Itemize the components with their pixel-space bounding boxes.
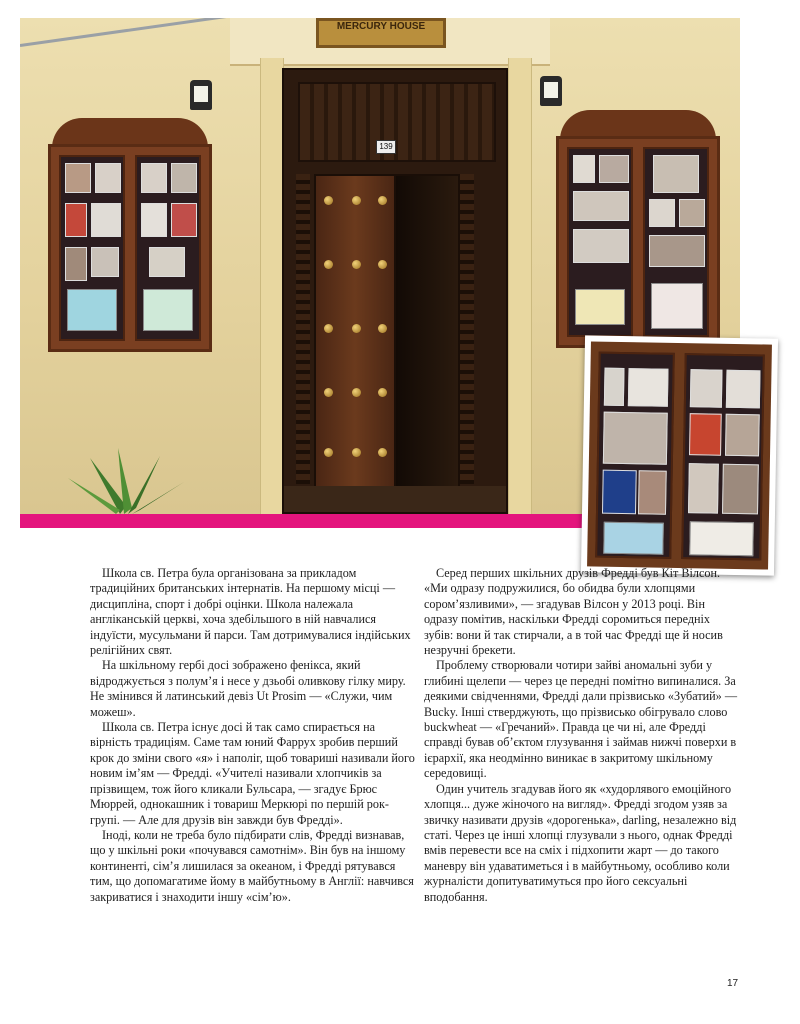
paragraph: Школа св. Петра була організована за прикладом традиційних британських інтернатів. На першому місці — дисципліна, спорт і добрі оцінки. Школа належала англіканській церкві, хоча здебільшого в ній навчалися індуїсти, мусульмани й парси. Там дотримувалися індійських релігійних свят. — [90, 566, 411, 658]
right-pillar — [508, 58, 532, 514]
plant-icon — [60, 448, 190, 514]
info-note — [603, 522, 664, 555]
photo-thumbnail — [689, 413, 722, 456]
photo-thumbnail — [91, 247, 119, 277]
house-sign: MERCURY HOUSE — [316, 18, 446, 48]
photo-thumbnail — [171, 163, 197, 193]
info-note — [67, 289, 117, 331]
info-note — [575, 289, 625, 325]
door-stud-icon — [378, 260, 387, 269]
photo-thumbnail — [679, 199, 705, 227]
inset-photo — [581, 335, 778, 575]
photo-thumbnail — [65, 203, 87, 237]
door-stud-icon — [324, 448, 333, 457]
door-leaf-right-open — [394, 174, 460, 488]
door-stud-icon — [378, 388, 387, 397]
photo-thumbnail — [628, 368, 669, 407]
info-note — [143, 289, 193, 331]
door-stud-icon — [324, 196, 333, 205]
photo-thumbnail — [171, 203, 197, 237]
accent-bar — [20, 514, 582, 528]
cabinet-pane — [59, 155, 125, 341]
photo-thumbnail — [141, 163, 167, 193]
photo-thumbnail — [95, 163, 121, 193]
door-stud-icon — [324, 324, 333, 333]
door-stud-icon — [352, 448, 361, 457]
carved-door — [282, 68, 508, 514]
photo-thumbnail — [638, 470, 667, 514]
cabinet-pane — [681, 353, 765, 560]
house-number: 139 — [376, 140, 396, 154]
door-stud-icon — [378, 324, 387, 333]
photo-thumbnail — [65, 163, 91, 193]
door-leaf-left — [314, 174, 396, 488]
cabinet-pane — [595, 352, 675, 559]
photo-thumbnail — [603, 412, 668, 465]
photo-thumbnail — [725, 414, 760, 457]
paragraph: На шкільному гербі досі зображено фенікса, який відроджується з полум’я і несе у дзьобі оливкову гілку миру. Не змінився й латинський девіз Ut Prosim — «Служи, чим можеш». — [90, 658, 406, 719]
door-stud-icon — [324, 388, 333, 397]
photo-thumbnail — [604, 368, 625, 406]
photo-thumbnail — [722, 464, 759, 515]
door-stud-icon — [324, 260, 333, 269]
cabinet-pane — [643, 147, 709, 337]
photo-thumbnail — [688, 463, 719, 514]
photo-thumbnail — [149, 247, 185, 277]
photo-thumbnail — [573, 191, 629, 221]
paragraph: Серед перших шкільних друзів Фредді був Кіт Вілсон. «Ми одразу подружилися, бо обидва були хлопцями сором’язливими», — згадував Вілсон у 2013 році. Він одразу помітив, наскільки Фредді соромиться передніх зубів: вони й так стирчали, а в той час Фредді ще й носив незручні брекети. — [424, 566, 723, 658]
wall-lamp-icon — [190, 80, 212, 110]
door-stud-icon — [352, 196, 361, 205]
door-stud-icon — [352, 260, 361, 269]
page-number: 17 — [727, 978, 739, 989]
photo-thumbnail — [573, 155, 595, 183]
photo-thumbnail — [690, 369, 723, 408]
display-cabinet-left — [48, 144, 212, 352]
door-step — [284, 486, 506, 512]
info-note — [651, 283, 703, 329]
photo-thumbnail — [599, 155, 629, 183]
photo-thumbnail — [602, 470, 637, 515]
door-carving — [296, 174, 310, 484]
cabinet-pane — [135, 155, 201, 341]
photo-thumbnail — [91, 203, 121, 237]
paragraph: Один учитель згадував його як «худорлявого емоційного хлопця... дуже жіночого на вигляд». Фредді згодом узяв за звичку називати друзів «дорогенька», darling, незалежно від статі. Через це інші хлопці глузували з нього, однак Фредді вмів перевести все на сміх і підхопити жарт — до такого маневру він удаватиметься і в майбутньому, особливо коли журналісти допитуватимуться про його сексуальні вподобання. — [424, 781, 737, 904]
article-column-left — [90, 566, 416, 905]
left-pillar — [260, 58, 284, 514]
door-stud-icon — [378, 448, 387, 457]
photo-thumbnail — [141, 203, 167, 237]
door-stud-icon — [352, 388, 361, 397]
photo-thumbnail — [726, 370, 761, 409]
cabinet-pane — [567, 147, 633, 337]
display-cabinet-right — [556, 136, 720, 348]
photo-thumbnail — [653, 155, 699, 193]
photo-thumbnail — [649, 235, 705, 267]
wall-lamp-icon — [540, 76, 562, 106]
door-transom — [298, 82, 496, 162]
photo-thumbnail — [65, 247, 87, 281]
door-stud-icon — [352, 324, 361, 333]
info-note — [689, 521, 754, 556]
paragraph: Іноді, коли не треба було підбирати слів, Фредді визнавав, що у шкільні роки «почувався самотнім». Він був на іншому континенті, сім’я лишилася за океаном, і Фредді рятувався тим, що допомагатиме йому в майбутньому в Англії: навчився закриватися і знаходити іншу «сім’ю». — [90, 827, 414, 904]
photo-thumbnail — [573, 229, 629, 263]
door-stud-icon — [378, 196, 387, 205]
inset-photo-image — [587, 341, 772, 569]
article-column-right — [424, 566, 740, 905]
photo-thumbnail — [649, 199, 675, 227]
paragraph: Проблему створювали чотири зайві аномальні зуби у глибині щелепи — через це передні помітно випиналися. За деякими свідченнями, Фредді дали прізвисько «Зубатий» — Bucky. Інші стверджують, що прізвисько обігрувало слово buckwheat — «Гречаний». Правда це чи ні, але Фредді справді бував об’єктом глузування і займав нижчі поверхи в ієрархії, яка неодмінно виникає в закритому шкільному середовищі. — [424, 658, 738, 781]
paragraph: Школа св. Петра існує досі й так само спирається на вірність традиціям. Саме там юний Фаррух зробив перший крок до зміни свого «я» і наполіг, щоб товариші називали його новим ім’ям — Фредді. «Учителі називали хлопчиків за прізвищем, тож його кликали Бульсара, — згадує Брюс Мюррей, однокашник і товариш Меркюрі по першій рок-групі. — Але для друзів він завжди був Фредді». — [90, 720, 415, 827]
door-carving — [460, 174, 474, 484]
